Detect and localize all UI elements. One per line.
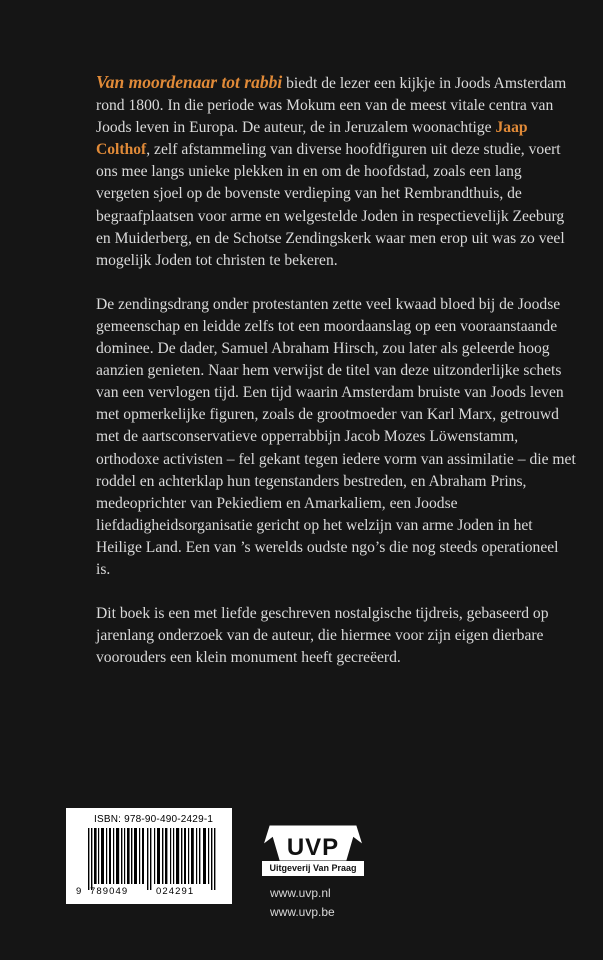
blurb-text: , zelf afstammeling van diverse hoofdfiguren uit deze studie, voert ons mee langs unieke plekken in en om de hoofdstad, zoals een lang vergeten sjoel op de bovenste verdieping van het Rembrandthuis, de begraafplaatsen voor arme en welgestelde Joden in respectievelijk Zeeburg en Muiderberg, en de Schotse Zendingskerk waar men erop uit was zo veel mogelijk Joden tot christen te bekeren. [96,141,565,269]
isbn-label: ISBN: 978-90-490-2429-1 [94,814,214,825]
url-be: www.uvp.be [270,905,335,919]
isbn-digit-group-2: 024291 [156,886,195,897]
logo-text: UVP [286,834,340,861]
blurb-text: biedt de lezer een kijkje in Joods Amsterdam rond 1800. In die periode was Mokum een van de meest vitale centra van Joods leven in Europa. De auteur, de in Jeruzalem woonachtige [96,75,567,137]
barcode-bars-icon [86,828,220,890]
book-title: Van moordenaar tot rabbi [96,72,283,92]
back-cover-blurb [96,71,576,691]
publisher-name: Uitgeverij Van Praag [262,861,364,876]
isbn-digit-group-1: 789049 [90,886,129,897]
publisher-urls [270,884,335,922]
isbn-barcode [66,808,232,904]
url-nl: www.uvp.nl [270,886,331,900]
blurb-paragraph-1 [96,71,576,272]
blurb-paragraph-2: De zendingsdrang onder protestanten zette veel kwaad bloed bij de Joodse gemeenschap en leidde zelfs tot een moordaanslag op een vooraanstaande dominee. De dader, Samuel Abraham Hirsch, zou later als geleerde hoog aanzien genieten. Naar hem verwijst de titel van deze uitzonderlijke schets van een vervlogen tijd. Een tijd waarin Amsterdam bruiste van Joods leven met opmerkelijke figuren, zoals de grootmoeder van Karl Marx, getrouwd met de aartsconservatieve opperrabbijn Jacob Mozes Löwenstamm, orthodoxe activisten – fel gekant tegen iedere vorm van assimilatie – die met roddel en achterklap hun tegenstanders bestreden, en Abraham Prins, medeoprichter van Pekiediem en Amarkaliem, een Joodse liefdadigheidsorganisatie gericht op het welzijn van arme Joden in het Heilige Land. Een van ’s werelds oudste ngo’s die nog steeds operationeel is. [96,295,576,578]
blurb-paragraph-3: Dit boek is een met liefde geschreven nostalgische tijdreis, gebaseerd op jarenlang onderzoek van de auteur, die hiermee voor zijn eigen dierbare voorouders een klein monument heeft gecreëerd. [96,605,549,667]
isbn-lead-digit: 9 [76,886,83,897]
author-name: Jaap Colthof [96,119,528,159]
